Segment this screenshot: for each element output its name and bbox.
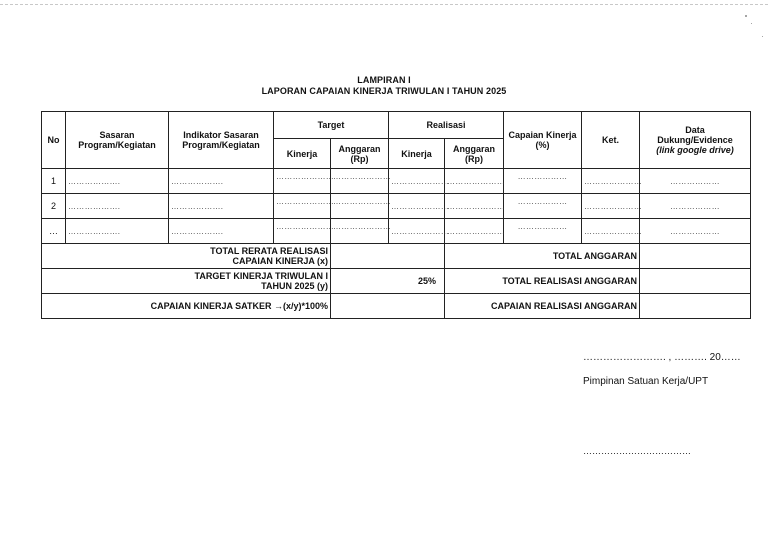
header-no: No [42,112,66,169]
header-target: Target [274,112,389,139]
row-realisasi-anggaran: ………………… [445,169,504,194]
signature-date-line: ……………………. , ………. 20…… [583,352,741,363]
row-realisasi-kinerja: ………………… [389,219,445,244]
row-realisasi-anggaran: ………………… [445,194,504,219]
capaian-realisasi-anggaran-value [640,294,751,319]
capaian-satker-value [331,294,445,319]
capaian-realisasi-anggaran-label: CAPAIAN REALISASI ANGGARAN [445,294,640,319]
table-row [42,194,751,219]
header-indikator: Indikator Sasaran Program/Kegiatan [169,112,274,169]
total-realisasi-anggaran-label: TOTAL REALISASI ANGGARAN [445,269,640,294]
target-value: 25% [331,269,445,294]
document-label: LAMPIRAN I [357,75,411,85]
header-capaian: Capaian Kinerja (%) [504,112,582,169]
row-target-anggaran: ………………… [331,169,389,194]
target-label [42,269,331,294]
document-title: LAPORAN CAPAIAN KINERJA TRIWULAN I TAHUN 2025 [261,86,507,96]
total-rerata-value [331,244,445,269]
row-capaian: ……………… [504,194,582,219]
total-anggaran-value [640,244,751,269]
row-indikator: ………………. [169,194,274,219]
row-no: 1 [42,169,66,194]
scan-speck [762,36,763,37]
header-realisasi-kinerja: Kinerja [389,139,445,169]
header-realisasi: Realisasi [389,112,504,139]
header-data-line3: (link google drive) [656,145,734,155]
row-sasaran: ………………. [66,194,169,219]
header-sasaran: Sasaran Program/Kegiatan [66,112,169,169]
scan-edge-line [0,4,768,5]
total-rerata-line1: TOTAL RERATA REALISASI [210,246,328,256]
target-line2: TAHUN 2025 (y) [261,281,328,291]
signature-title: Pimpinan Satuan Kerja/UPT [583,376,709,387]
row-ket: ………………… [582,194,640,219]
row-ket: ………………… [582,169,640,194]
scan-speck [751,23,752,24]
total-rerata-line2: CAPAIAN KINERJA (x) [232,256,328,266]
row-target-kinerja: ………………… [274,169,331,194]
summary-row-target [42,269,751,294]
summary-row-total [42,244,751,269]
header-target-kinerja: Kinerja [274,139,331,169]
row-ket: ………………… [582,219,640,244]
row-indikator: ………………. [169,219,274,244]
row-no: … [42,219,66,244]
row-data-dukung: ……………… [640,194,751,219]
row-target-anggaran: ………………… [331,219,389,244]
row-capaian: ……………… [504,169,582,194]
row-realisasi-anggaran: ………………… [445,219,504,244]
row-indikator: ………………. [169,169,274,194]
row-capaian: ……………… [504,219,582,244]
header-data-line2: Dukung/Evidence [657,135,733,145]
scan-speck [745,15,747,17]
row-target-anggaran: ………………… [331,194,389,219]
report-table [41,111,751,319]
summary-row-capaian [42,294,751,319]
total-anggaran-label: TOTAL ANGGARAN [445,244,640,269]
signature-name-line: ……………………………… [583,446,691,456]
row-realisasi-kinerja: ………………… [389,194,445,219]
header-ket: Ket. [582,112,640,169]
row-data-dukung: ……………… [640,219,751,244]
target-line1: TARGET KINERJA TRIWULAN I [194,271,328,281]
total-rerata-label [42,244,331,269]
header-realisasi-anggaran: Anggaran (Rp) [445,139,504,169]
row-target-kinerja: ………………… [274,219,331,244]
row-data-dukung: ……………… [640,169,751,194]
row-target-kinerja: ………………… [274,194,331,219]
capaian-satker-label: CAPAIAN KINERJA SATKER →(x/y)*100% [42,294,331,319]
header-target-anggaran: Anggaran (Rp) [331,139,389,169]
row-sasaran: ………………. [66,219,169,244]
table-row [42,169,751,194]
row-sasaran: ………………. [66,169,169,194]
header-data-line1: Data [685,125,705,135]
header-data-dukung [640,112,751,169]
total-realisasi-anggaran-value [640,269,751,294]
row-realisasi-kinerja: ………………… [389,169,445,194]
table-row [42,219,751,244]
row-no: 2 [42,194,66,219]
